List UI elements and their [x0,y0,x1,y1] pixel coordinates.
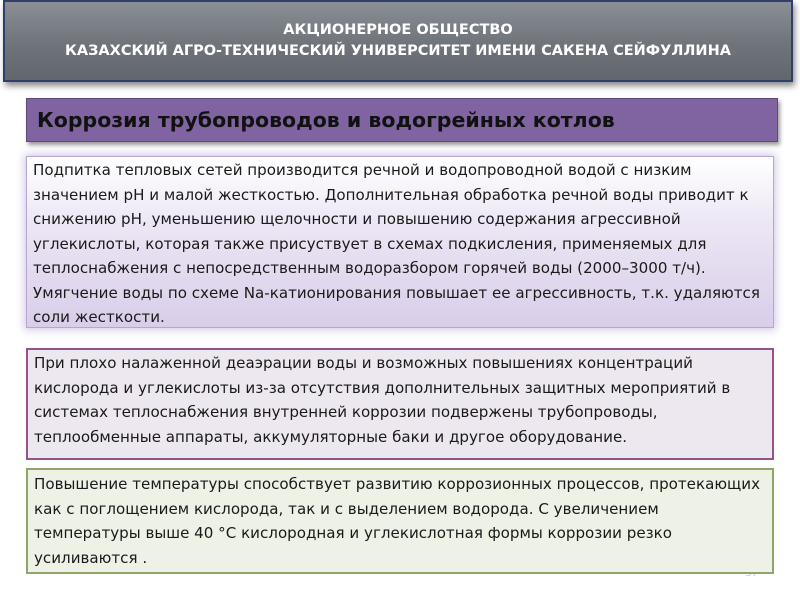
paragraph-panel-3: Повышение температуры способствует развитию коррозионных процессов, протекающих как с поглощением кислорода, так и с выделением водорода. С увеличением температуры выше 40 °С кислородная и углекислотная формы коррозии резко усиливаются . [26,468,774,574]
header-line-1: АКЦИОНЕРНОЕ ОБЩЕСТВО [283,22,513,38]
header-banner [3,0,793,82]
slide-title: Коррозия трубопроводов и водогрейных котлов [26,98,778,142]
paragraph-panel-2: При плохо налаженной деаэрации воды и возможных повышениях концентраций кислорода и углекислоты из-за отсутствия дополнительных защитных мероприятий в системах теплоснабжения внутренней коррозии подвержены трубопроводы, теплообменные аппараты, аккумуляторные баки и другое оборудование. [26,348,774,460]
paragraph-panel-1: Подпитка тепловых сетей производится речной и водопроводной водой с низким значением рН и малой жесткостью. Дополнительная обработка речной воды приводит к снижению рН, уменьшению щелочности и повышению содержания агрессивной углекислоты, которая также присуствует в схемах подкисления, применяемых для теплоснабжения с непосредственным водоразбором горячей воды (2000–3000 т/ч). Умягчение воды по схеме Na-катионирования повышает ее агрессивность, т.к. удаляются соли жесткости. [26,156,774,328]
header-line-2: КАЗАХСКИЙ АГРО-ТЕХНИЧЕСКИЙ УНИВЕРСИТЕТ ИМЕНИ САКЕНА СЕЙФУЛЛИНА [65,43,731,59]
